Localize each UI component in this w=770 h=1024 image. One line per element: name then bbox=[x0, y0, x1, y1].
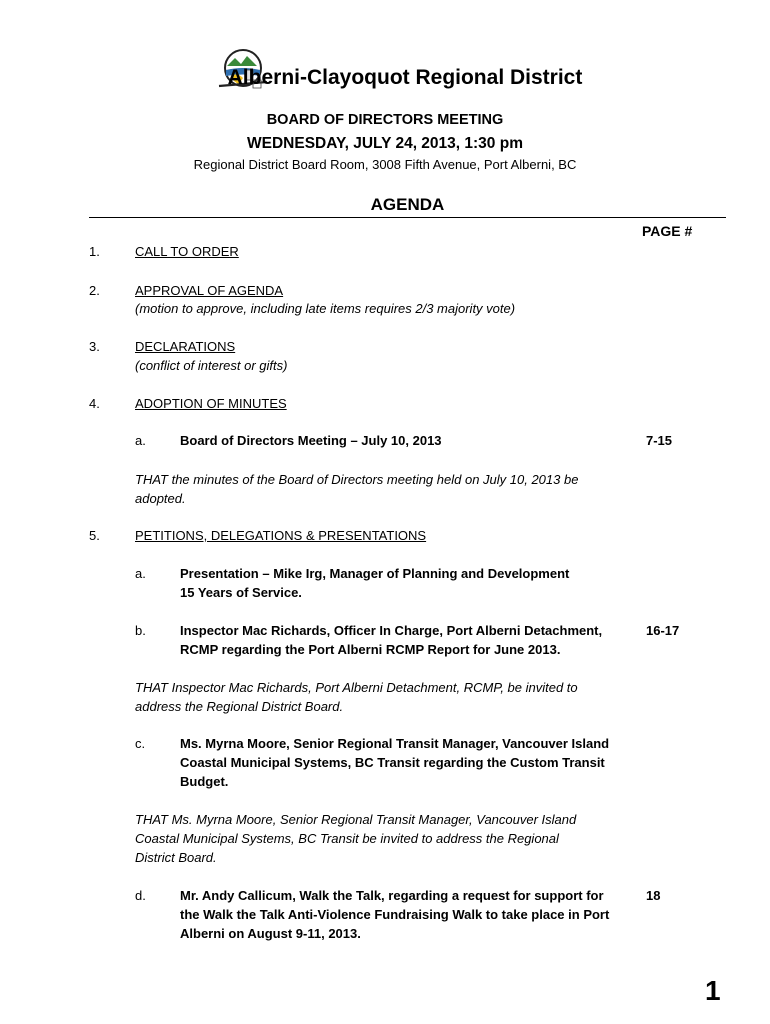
item-note: (motion to approve, including late items requires 2/3 majority vote) bbox=[135, 301, 516, 316]
page-reference: 16-17 bbox=[646, 623, 680, 638]
subitem-letter: a. bbox=[135, 566, 146, 581]
subitem-letter: a. bbox=[135, 433, 146, 448]
meeting-title: BOARD OF DIRECTORS MEETING bbox=[266, 112, 504, 128]
subitem-letter: b. bbox=[135, 623, 146, 638]
subitem-text: Mr. Andy Callicum, Walk the Talk, regarding a request for support for bbox=[180, 888, 604, 903]
motion-text: THAT Inspector Mac Richards, Port Alberni Detachment, RCMP, be invited to bbox=[135, 680, 578, 695]
item-note: (conflict of interest or gifts) bbox=[135, 358, 288, 373]
item-number: 5. bbox=[89, 528, 100, 543]
subitem-letter: d. bbox=[135, 888, 146, 903]
subitem-letter: c. bbox=[135, 736, 146, 751]
item-number: 3. bbox=[89, 339, 100, 354]
subitem-text: Budget. bbox=[180, 774, 229, 789]
subitem-text: RCMP regarding the Port Alberni RCMP Report for June 2013. bbox=[180, 642, 561, 657]
motion-text: address the Regional District Board. bbox=[135, 699, 344, 714]
subitem-text: Board of Directors Meeting – July 10, 2013 bbox=[180, 433, 442, 448]
item-number: 2. bbox=[89, 283, 100, 298]
item-number: 1. bbox=[89, 244, 100, 259]
subitem-text: Presentation – Mike Irg, Manager of Planning and Development bbox=[180, 566, 570, 581]
subitem-text: 15 Years of Service. bbox=[180, 585, 302, 600]
page-number: 1 bbox=[705, 975, 721, 1006]
meeting-datetime: WEDNESDAY, JULY 24, 2013, 1:30 pm bbox=[247, 135, 523, 152]
header-divider bbox=[89, 217, 726, 218]
meeting-location: Regional District Board Room, 3008 Fifth Avenue, Port Alberni, BC bbox=[193, 157, 577, 172]
agenda-title: AGENDA bbox=[370, 195, 445, 214]
subitem-text: the Walk the Talk Anti-Violence Fundraising Walk to take place in Port bbox=[180, 907, 610, 922]
subitem-text: Ms. Myrna Moore, Senior Regional Transit Manager, Vancouver Island bbox=[180, 736, 610, 751]
motion-text: adopted. bbox=[135, 491, 186, 506]
page-reference: 7-15 bbox=[646, 433, 673, 448]
subitem-text: Inspector Mac Richards, Officer In Charge, Port Alberni Detachment, bbox=[180, 623, 603, 638]
agenda-item-declarations: DECLARATIONS bbox=[135, 339, 236, 354]
agenda-item-adoption-of-minutes: ADOPTION OF MINUTES bbox=[135, 396, 287, 411]
agenda-item-approval-of-agenda: APPROVAL OF AGENDA bbox=[135, 283, 284, 298]
organization-name: Alberni-Clayoquot Regional District bbox=[227, 66, 583, 89]
motion-text: THAT Ms. Myrna Moore, Senior Regional Transit Manager, Vancouver Island bbox=[135, 812, 577, 827]
agenda-item-petitions-delegations: PETITIONS, DELEGATIONS & PRESENTATIONS bbox=[135, 528, 427, 543]
subitem-text: Coastal Municipal Systems, BC Transit regarding the Custom Transit bbox=[180, 755, 605, 770]
page-reference: 18 bbox=[646, 888, 661, 903]
motion-text: District Board. bbox=[135, 850, 217, 865]
agenda-item-call-to-order: CALL TO ORDER bbox=[135, 244, 239, 259]
item-number: 4. bbox=[89, 396, 100, 411]
motion-text: Coastal Municipal Systems, BC Transit be invited to address the Regional bbox=[135, 831, 559, 846]
motion-text: THAT the minutes of the Board of Directors meeting held on July 10, 2013 be bbox=[135, 472, 579, 487]
page-column-header: PAGE # bbox=[642, 223, 693, 239]
subitem-text: Alberni on August 9-11, 2013. bbox=[180, 926, 361, 941]
